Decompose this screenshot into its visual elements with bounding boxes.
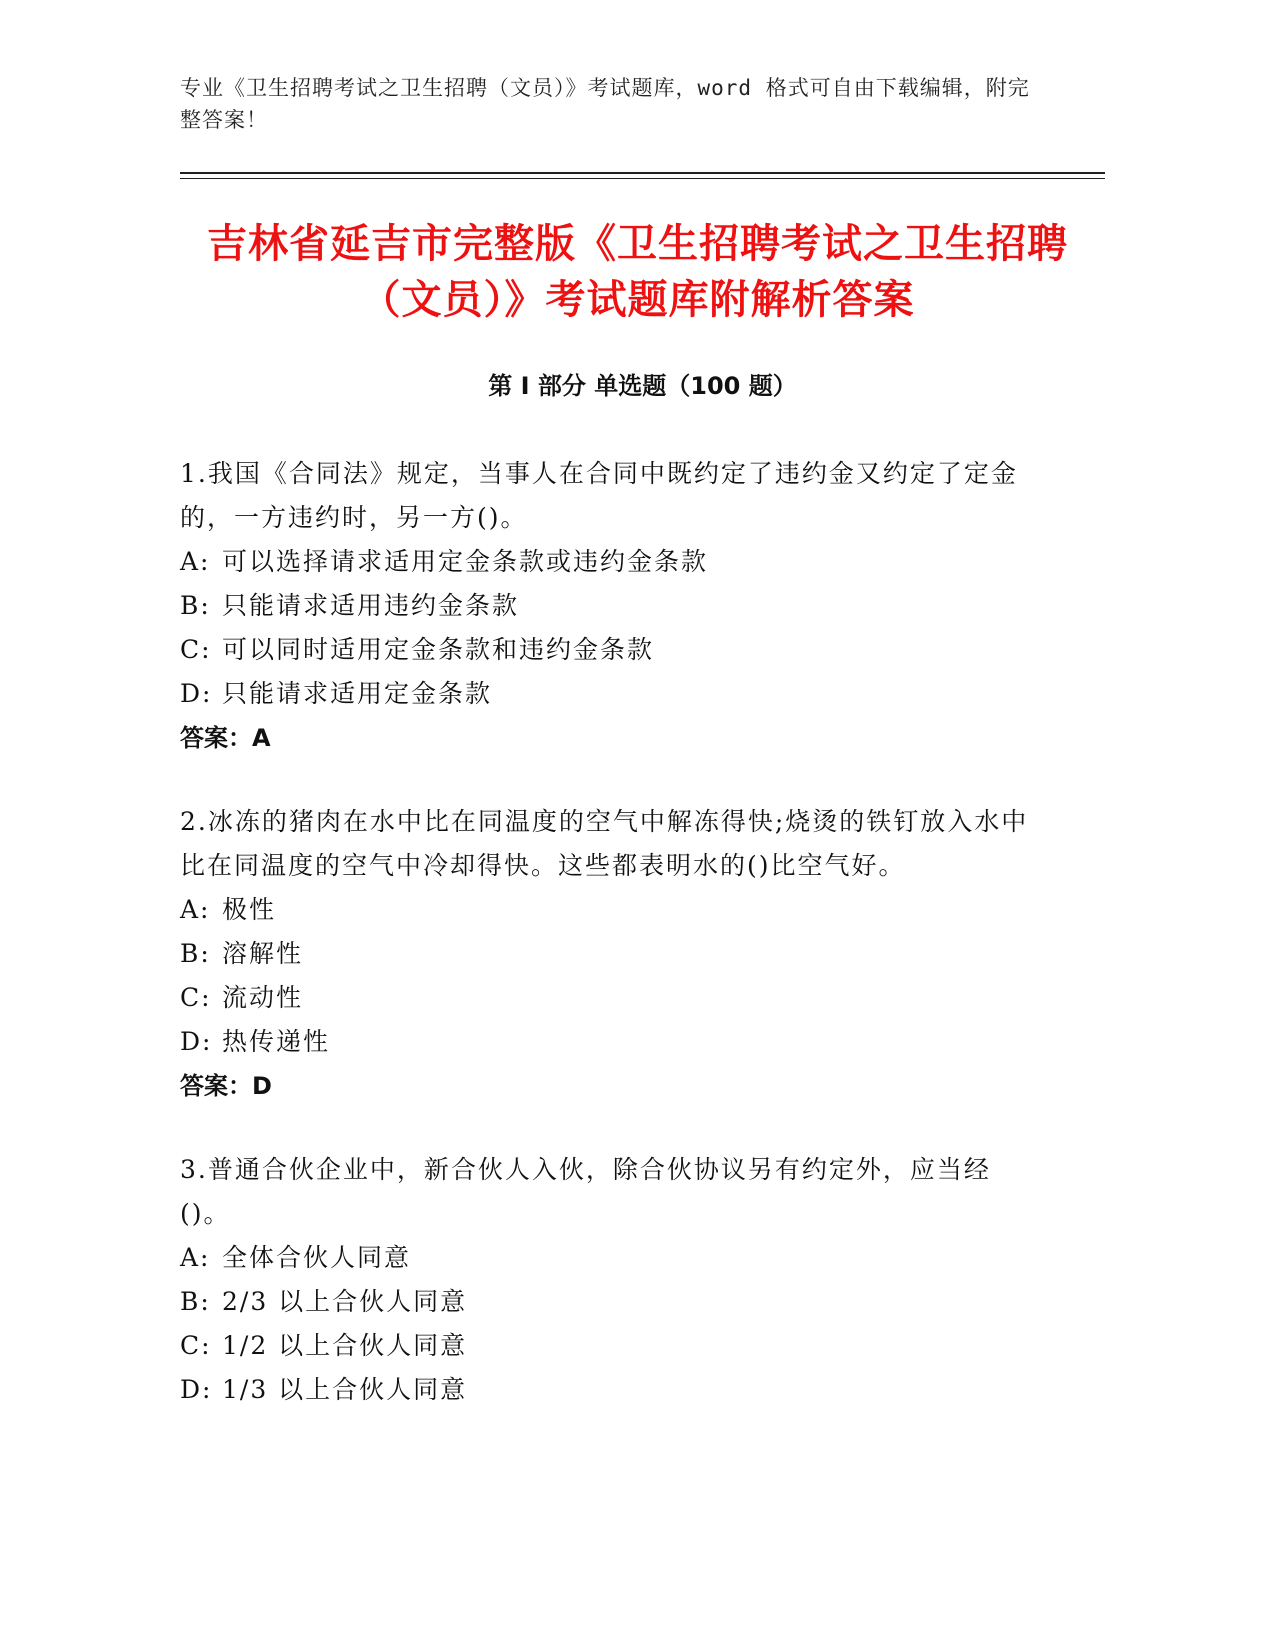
answer-value: A xyxy=(252,724,271,752)
header-divider-thin xyxy=(180,178,1105,179)
option-letter: C: xyxy=(180,635,212,664)
option-d xyxy=(180,1368,1040,1412)
question-2 xyxy=(180,800,1040,1108)
answer-line xyxy=(180,716,1040,760)
document-title: 吉林省延吉市完整版《卫生招聘考试之卫生招聘（文员）》考试题库附解析答案 xyxy=(207,221,1068,323)
answer-label: 答案： xyxy=(180,1072,252,1100)
option-text: 可以选择请求适用定金条款或违约金条款 xyxy=(222,547,709,576)
option-text: 可以同时适用定金条款和违约金条款 xyxy=(222,635,655,664)
option-d xyxy=(180,672,1040,716)
option-text: 1/3 以上合伙人同意 xyxy=(222,1375,468,1404)
option-d xyxy=(180,1020,1040,1064)
option-text: 全体合伙人同意 xyxy=(222,1243,412,1272)
option-text: 极性 xyxy=(222,895,277,924)
question-stem: 1.我国《合同法》规定，当事人在合同中既约定了违约金又约定了定金的，一方违约时，另一方()。 xyxy=(180,459,1018,532)
option-letter: D: xyxy=(180,679,213,708)
option-b xyxy=(180,932,1040,976)
option-text: 2/3 以上合伙人同意 xyxy=(222,1287,468,1316)
option-letter: A: xyxy=(180,547,211,576)
answer-line xyxy=(180,1064,1040,1108)
answer-label: 答案： xyxy=(180,724,252,752)
option-text: 只能请求适用定金条款 xyxy=(222,679,493,708)
header-divider-thick xyxy=(180,172,1105,174)
option-b xyxy=(180,1280,1040,1324)
option-letter: A: xyxy=(180,1243,211,1272)
option-text: 只能请求适用违约金条款 xyxy=(222,591,520,620)
option-b xyxy=(180,584,1040,628)
option-letter: D: xyxy=(180,1027,213,1056)
option-letter: A: xyxy=(180,895,211,924)
option-letter: B: xyxy=(180,939,211,968)
option-text: 1/2 以上合伙人同意 xyxy=(222,1331,468,1360)
option-text: 溶解性 xyxy=(222,939,304,968)
option-c xyxy=(180,628,1040,672)
answer-value: D xyxy=(252,1072,272,1100)
question-stem: 2.冰冻的猪肉在水中比在同温度的空气中解冻得快;烧烫的铁钉放入水中比在同温度的空气中冷却得快。这些都表明水的()比空气好。 xyxy=(180,807,1029,880)
header-note: 专业《卫生招聘考试之卫生招聘（文员）》考试题库，word 格式可自由下载编辑，附完整答案！ xyxy=(180,76,1030,132)
section-title: 第 I 部分 单选题（100 题） xyxy=(488,372,797,400)
option-text: 热传递性 xyxy=(222,1027,331,1056)
option-text: 流动性 xyxy=(222,983,304,1012)
option-a xyxy=(180,540,1040,584)
option-a xyxy=(180,888,1040,932)
option-letter: C: xyxy=(180,1331,212,1360)
option-a xyxy=(180,1236,1040,1280)
question-3 xyxy=(180,1148,1040,1412)
option-letter: D: xyxy=(180,1375,213,1404)
question-stem: 3.普通合伙企业中，新合伙人入伙，除合伙协议另有约定外，应当经()。 xyxy=(180,1155,991,1228)
option-c xyxy=(180,976,1040,1020)
option-letter: B: xyxy=(180,1287,211,1316)
option-c xyxy=(180,1324,1040,1368)
question-1 xyxy=(180,452,1040,760)
option-letter: B: xyxy=(180,591,211,620)
option-letter: C: xyxy=(180,983,212,1012)
